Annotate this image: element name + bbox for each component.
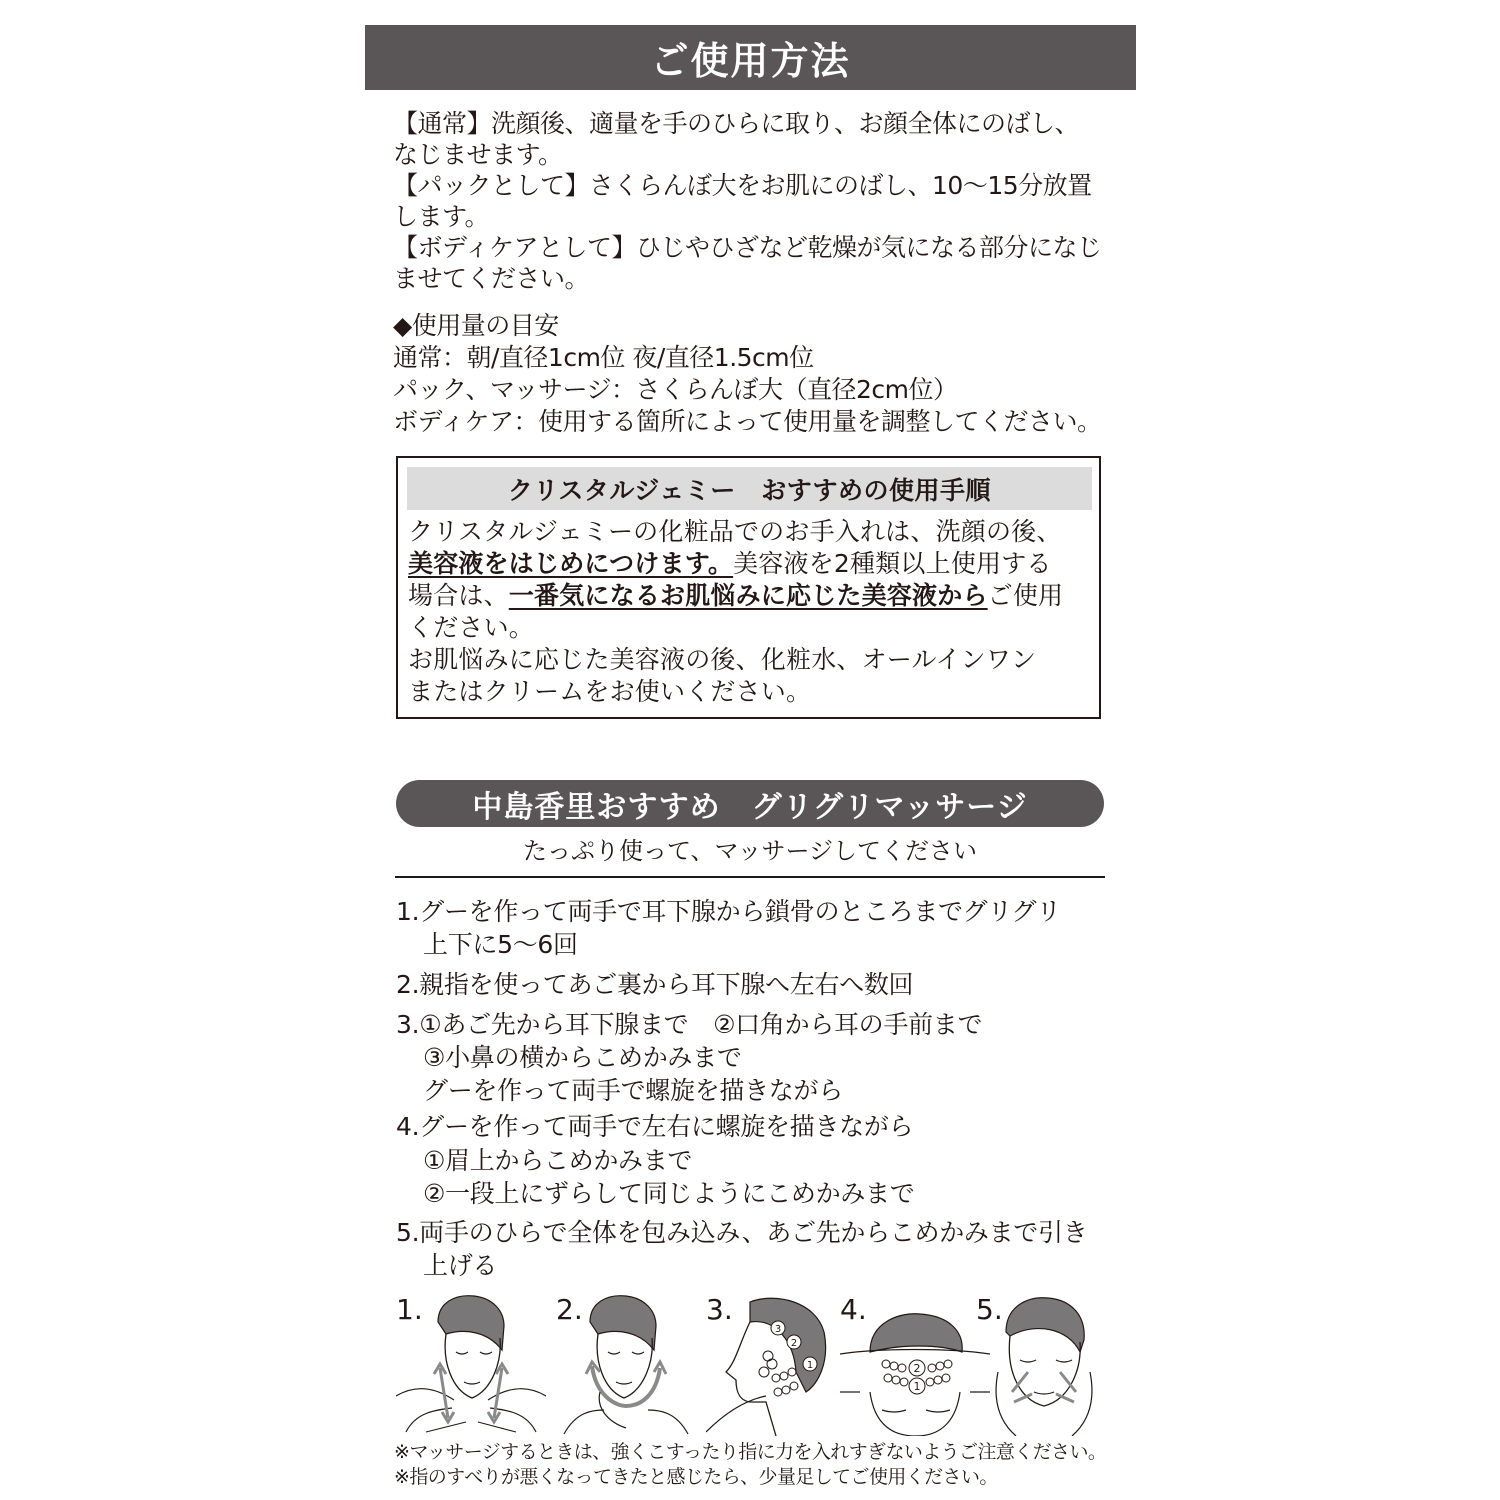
recommended-emphasis: 美容液をはじめにつけます。 [408, 549, 734, 578]
illustration-step-4 [840, 1292, 990, 1436]
recommended-steps-box [396, 456, 1101, 719]
svg-text:2: 2 [913, 1362, 921, 1375]
illustration-label: 1. [396, 1293, 423, 1326]
caution-note: ※指のすべりが悪くなってきたと感じたら、少量足してご使用ください。 [394, 1466, 998, 1488]
recommended-line: ください。 [408, 613, 535, 642]
illustration-label: 3. [706, 1293, 733, 1326]
massage-step: 2.親指を使ってあご裏から耳下腺へ左右へ数回 [396, 970, 914, 999]
usage-paragraph: なじませます。 [393, 140, 563, 169]
massage-step: 3.①あご先から耳下腺まで ②口角から耳の手前まで [396, 1010, 983, 1039]
divider [395, 876, 1105, 878]
illustration-step-5 [976, 1292, 1111, 1436]
svg-text:1: 1 [913, 1380, 921, 1393]
illustration-step-1 [396, 1292, 546, 1436]
amount-line: パック、マッサージ：さくらんぼ大（直径2cm位） [393, 375, 958, 404]
massage-step: ③小鼻の横からこめかみまで [423, 1043, 742, 1072]
usage-paragraph: ませてください。 [393, 264, 590, 293]
recommended-line: お肌悩みに応じた美容液の後、化粧水、オールインワン [408, 645, 1037, 674]
recommended-line: 美容液をはじめにつけます。美容液を2種類以上使用する [408, 549, 1052, 578]
illustration-label: 2. [556, 1293, 583, 1326]
massage-header [396, 780, 1104, 827]
massage-step: ①眉上からこめかみまで [423, 1146, 693, 1175]
massage-step: 上下に5〜6回 [423, 930, 578, 959]
massage-step: 1.グーを作って両手で耳下腺から鎖骨のところまでグリグリ [396, 897, 1061, 926]
recommended-line: 場合は、一番気になるお肌悩みに応じた美容液からご使用 [408, 581, 1064, 610]
usage-paragraph: 【ボディケアとして】ひじやひざなど乾燥が気になる部分になじ [393, 233, 1102, 262]
recommended-title: クリスタルジェミー おすすめの使用手順 [507, 475, 992, 505]
massage-step: 4.グーを作って両手で左右に螺旋を描きながら [396, 1112, 914, 1141]
svg-text:3: 3 [774, 1324, 782, 1335]
recommended-line: またはクリームをお使いください。 [408, 677, 812, 706]
usage-header [365, 25, 1136, 90]
massage-step: 上げる [423, 1251, 498, 1280]
usage-title: ご使用方法 [650, 39, 851, 83]
recommended-line: クリスタルジェミーの化粧品でのお手入れは、洗顔の後、 [408, 517, 1062, 546]
caution-note: ※マッサージするときは、強くこすったり指に力を入れすぎないようご注意ください。 [394, 1441, 1107, 1463]
svg-text:2: 2 [790, 1338, 798, 1349]
amount-heading: ◆使用量の目安 [393, 311, 559, 340]
illustration-step-3 [706, 1292, 836, 1436]
massage-title: 中島香里おすすめ グリグリマッサージ [472, 789, 1028, 825]
illustration-label: 5. [976, 1293, 1003, 1326]
usage-paragraph: 【パックとして】さくらんぼ大をお肌にのばし、10〜15分放置 [393, 171, 1092, 200]
illustration-step-2 [556, 1292, 696, 1436]
recommended-header [407, 467, 1092, 510]
amount-line: ボディケア：使用する箇所によって使用量を調整してください。 [393, 407, 1102, 436]
amount-line: 通常：朝/直径1cm位 夜/直径1.5cm位 [393, 343, 814, 372]
massage-step: 5.両手のひらで全体を包み込み、あご先からこめかみまで引き [396, 1218, 1088, 1247]
usage-paragraph: します。 [393, 202, 490, 231]
illustration-label: 4. [840, 1293, 867, 1326]
massage-step: グーを作って両手で螺旋を描きながら [423, 1076, 843, 1105]
usage-paragraph: 【通常】洗顔後、適量を手のひらに取り、お顔全体にのばし、 [393, 109, 1080, 138]
recommended-emphasis: 一番気になるお肌悩みに応じた美容液から [508, 581, 988, 610]
massage-step: ②一段上にずらして同じようにこめかみまで [423, 1179, 915, 1208]
svg-text:1: 1 [806, 1360, 814, 1371]
massage-subtitle: たっぷり使って、マッサージしてください [522, 837, 978, 865]
